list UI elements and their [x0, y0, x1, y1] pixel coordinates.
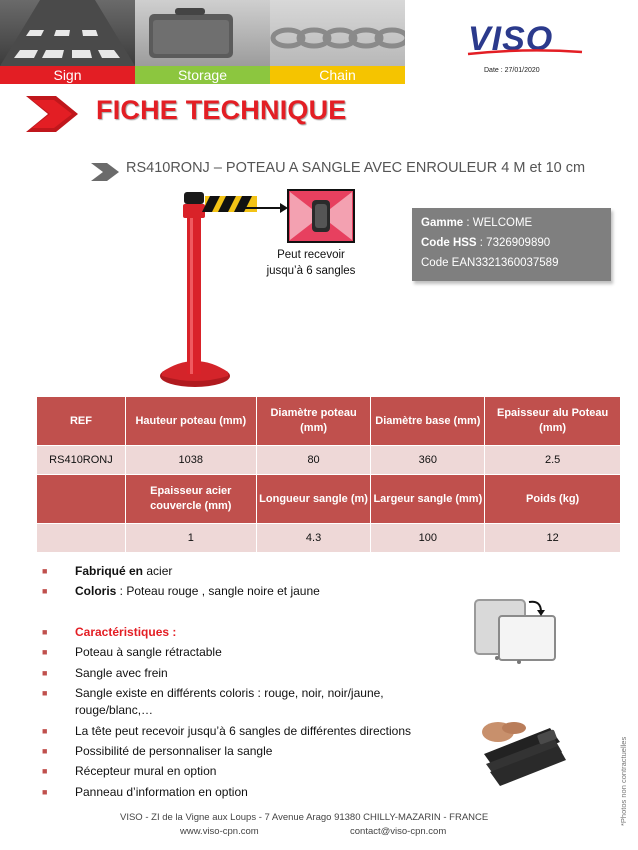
list-item [42, 683, 462, 721]
category-banner [0, 0, 405, 84]
table-cell: 4.3 [256, 524, 371, 553]
product-info-box [412, 208, 611, 281]
grey-chevron-icon [91, 163, 119, 186]
list-item [42, 561, 462, 581]
square-bullet-icon: ■ [42, 687, 48, 698]
square-bullet-icon: ■ [42, 566, 48, 576]
table-cell: RS410RONJ [37, 446, 126, 475]
product-subtitle: RS410RONJ – POTEAU A SANGLE AVEC ENROULEUR 4 M et 10 cm [126, 160, 586, 176]
website-link[interactable]: www.viso-cpn.com [180, 826, 259, 837]
square-bullet-icon: ■ [42, 746, 48, 757]
table-row [37, 524, 621, 553]
list-item [42, 721, 462, 741]
svg-text:VISO: VISO [468, 20, 554, 58]
storage-case-photo [135, 0, 270, 66]
table-header-cell: Epaisseur acier couvercle (mm) [125, 475, 256, 524]
caption-line-2: jusqu’à 6 sangles [266, 265, 356, 277]
table-header-cell: Hauteur poteau (mm) [125, 397, 256, 446]
color-label: Coloris [75, 584, 117, 599]
strap-brake-image [480, 710, 580, 786]
spec-table [36, 396, 621, 553]
table-header-cell: Diamètre poteau (mm) [256, 397, 371, 446]
road-sign-photo [0, 0, 135, 66]
material-label: Fabriqué en [75, 564, 144, 578]
square-bullet-icon: ■ [42, 725, 48, 736]
feature-text: Sangle avec frein [75, 665, 168, 680]
product-caption [256, 247, 366, 279]
table-cell [37, 524, 126, 553]
table-header-cell [37, 475, 126, 524]
photo-disclaimer [612, 716, 626, 826]
gamme-label: Gamme [421, 217, 464, 229]
viso-logo [466, 18, 584, 58]
table-cell: 12 [485, 524, 621, 553]
table-header-row [37, 397, 621, 446]
banner-label-storage: Storage [135, 66, 270, 84]
hss-value: : 7326909890 [476, 237, 551, 249]
list-item [42, 761, 462, 781]
table-header-cell: Diamètre base (mm) [371, 397, 485, 446]
table-header-row [37, 475, 621, 524]
table-header-cell: REF [37, 397, 126, 446]
table-cell: 1038 [125, 446, 256, 475]
table-header-cell: Epaisseur alu Poteau (mm) [485, 397, 621, 446]
features-heading-text: Caractéristiques : [75, 625, 177, 639]
gamme-line [421, 213, 602, 233]
color-value: : Poteau rouge , sangle noire et jaune [116, 584, 320, 599]
red-chevron-icon [26, 96, 78, 137]
square-bullet-icon: ■ [42, 647, 48, 658]
square-bullet-icon: ■ [42, 786, 48, 797]
feature-text: Poteau à sangle rétractable [75, 645, 222, 660]
banner-tile-storage [135, 0, 270, 84]
banner-label-sign: Sign [0, 66, 135, 84]
features-heading [42, 622, 462, 642]
list-item [42, 663, 462, 683]
feature-text: Possibilité de personnaliser la sangle [75, 744, 273, 759]
material-list [42, 561, 462, 602]
list-item [42, 741, 462, 761]
table-cell: 2.5 [485, 446, 621, 475]
feature-text: Sangle existe en différents coloris : rouge, noir, noir/jaune, rouge/blanc,… [75, 685, 384, 717]
gamme-value: : WELCOME [463, 217, 533, 229]
ean-line: Code EAN3321360037589 [421, 257, 559, 269]
square-bullet-icon: ■ [42, 766, 48, 777]
features-list [42, 622, 462, 802]
square-bullet-icon: ■ [42, 586, 48, 597]
email-link[interactable]: contact@viso-cpn.com [350, 826, 447, 837]
chain-photo [270, 0, 405, 66]
material-value: acier [143, 564, 173, 578]
company-address: VISO - ZI de la Vigne aux Loups - 7 Avenue Arago 91380 CHILLY-MAZARIN - FRANCE [120, 812, 489, 823]
table-cell: 360 [371, 446, 485, 475]
table-cell: 1 [125, 524, 256, 553]
banner-label-chain: Chain [270, 66, 405, 84]
table-header-cell: Poids (kg) [485, 475, 621, 524]
feature-text: La tête peut recevoir jusqu’à 6 sangles de différentes directions [75, 723, 411, 738]
list-item [42, 581, 462, 601]
table-header-cell: Largeur sangle (mm) [371, 475, 485, 524]
hss-line [421, 233, 602, 253]
feature-text: Récepteur mural en option [75, 764, 217, 779]
table-cell: 100 [371, 524, 485, 553]
information-panel-image [471, 596, 571, 666]
document-date: Date : 27/01/2020 [484, 67, 540, 74]
table-header-cell: Longueur sangle (m) [256, 475, 371, 524]
list-item [42, 642, 462, 662]
banner-tile-sign [0, 0, 135, 84]
square-bullet-icon: ■ [42, 627, 48, 637]
page-title: FICHE TECHNIQUE [96, 95, 347, 125]
caption-line-1: Peut recevoir [277, 249, 345, 261]
photo-disclaimer-text: *Photos non contractuelles [619, 736, 628, 826]
feature-text: Panneau d’information en option [75, 784, 248, 799]
product-image [150, 186, 360, 390]
table-row [37, 446, 621, 475]
list-item [42, 782, 462, 802]
banner-tile-chain [270, 0, 405, 84]
square-bullet-icon: ■ [42, 667, 48, 678]
hss-label: Code HSS [421, 237, 477, 249]
table-cell: 80 [256, 446, 371, 475]
